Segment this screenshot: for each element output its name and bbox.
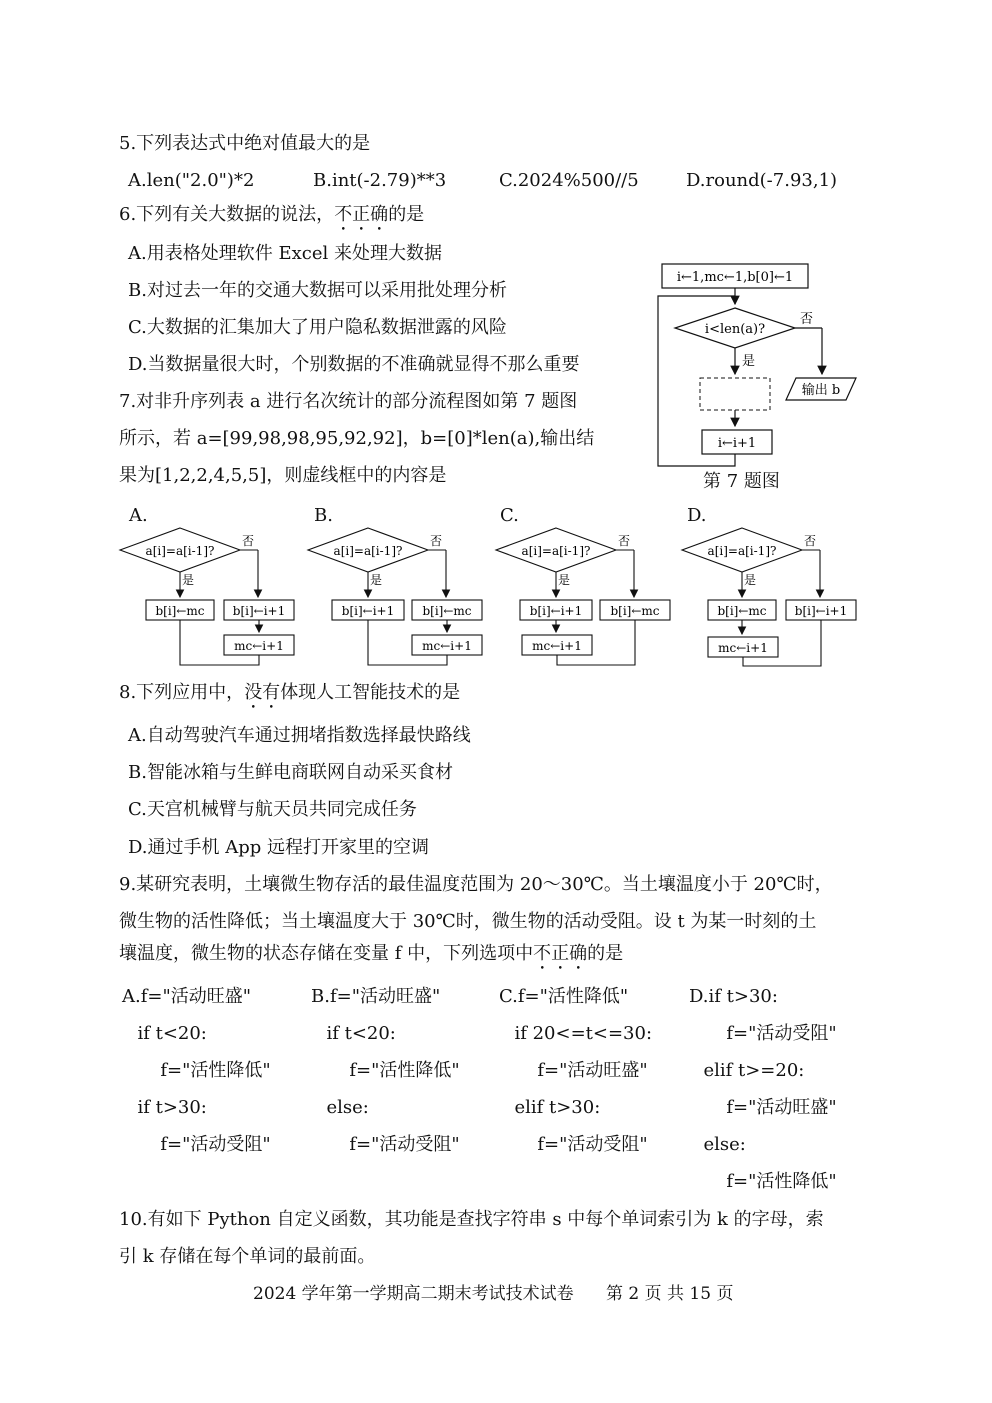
q8-option-c: C.天宫机械臂与航天员共同完成任务 bbox=[128, 799, 417, 820]
q7-figure-caption: 第 7 题图 bbox=[703, 471, 780, 492]
choice-d-bottom: mc←i+1 bbox=[718, 641, 768, 655]
q9-line-3-pre: 壤温度，微生物的状态存储在变量 f 中，下列选项中 bbox=[119, 943, 534, 964]
flow-increment-label: i←i+1 bbox=[717, 436, 757, 451]
choice-c-condition: a[i]=a[i-1]? bbox=[521, 544, 591, 558]
choice-b-yes: 是 bbox=[370, 573, 383, 587]
q7-choice-d-letter: D. bbox=[687, 505, 707, 526]
choice-d-right: b[i]←i+1 bbox=[794, 604, 848, 618]
q9-d-line: else: bbox=[692, 1134, 746, 1155]
choice-c-right: b[i]←mc bbox=[610, 604, 660, 618]
q9-a-line: if t<20: bbox=[126, 1023, 207, 1044]
choice-c-bottom: mc←i+1 bbox=[532, 639, 582, 653]
q6-stem-emphasis: 不正确 bbox=[334, 204, 389, 225]
q7-choice-c-chart bbox=[494, 525, 674, 670]
q8-stem-pre: 8.下列应用中， bbox=[119, 682, 245, 703]
flow-output-label: 输出 b bbox=[801, 383, 841, 398]
choice-a-condition: a[i]=a[i-1]? bbox=[145, 544, 215, 558]
footer-exam-title: 2024 学年第一学期高二期末考试技术试卷 bbox=[253, 1284, 574, 1304]
q6-stem bbox=[119, 204, 424, 235]
q7-line-1: 7.对非升序列表 a 进行名次统计的部分流程图如第 7 题图 bbox=[119, 391, 578, 412]
q7-line-3: 果为[1,2,2,4,5,5]，则虚线框中的内容是 bbox=[119, 465, 447, 486]
choice-c-left: b[i]←i+1 bbox=[529, 604, 583, 618]
choice-a-yes: 是 bbox=[182, 573, 195, 587]
choice-a-no: 否 bbox=[242, 534, 255, 548]
q9-b-line: B.f="活动旺盛" bbox=[311, 986, 441, 1007]
flow-yes-label: 是 bbox=[742, 354, 756, 369]
q5-option-c: C.2024%500//5 bbox=[499, 170, 639, 191]
q7-flowchart bbox=[650, 258, 870, 498]
choice-b-condition: a[i]=a[i-1]? bbox=[333, 544, 403, 558]
q6-option-b: B.对过去一年的交通大数据可以采用批处理分析 bbox=[128, 280, 507, 301]
q7-choice-c-letter: C. bbox=[500, 505, 519, 526]
q9-a-line: if t>30: bbox=[126, 1097, 207, 1118]
q7-choice-a-letter: A. bbox=[129, 505, 148, 526]
q9-line-3-post: 的是 bbox=[587, 943, 624, 964]
q9-line-2: 微生物的活性降低；当土壤温度大于 30℃时，微生物的活动受阻。设 t 为某一时刻的土 bbox=[119, 911, 817, 932]
choice-d-no: 否 bbox=[804, 534, 817, 548]
q9-b-line: f="活动受阻" bbox=[315, 1134, 460, 1155]
choice-b-bottom: mc←i+1 bbox=[422, 639, 472, 653]
q10-line-2: 引 k 存储在每个单词的最前面。 bbox=[119, 1246, 376, 1267]
q6-stem-post: 的是 bbox=[388, 204, 425, 225]
q7-choice-b-letter: B. bbox=[314, 505, 333, 526]
q5-stem: 5.下列表达式中绝对值最大的是 bbox=[119, 133, 371, 154]
flow-init-label: i←1,mc←1,b[0]←1 bbox=[676, 270, 794, 285]
q8-stem-post: 体现人工智能技术的是 bbox=[280, 682, 461, 703]
q9-a-line: A.f="活动旺盛" bbox=[122, 986, 252, 1007]
q5-option-a: A.len("2.0")*2 bbox=[128, 170, 255, 191]
q7-choice-a-chart bbox=[118, 525, 298, 670]
q9-d-line: D.if t>30: bbox=[689, 986, 778, 1007]
q9-line-3 bbox=[119, 943, 623, 974]
q9-c-line: if 20<=t<=30: bbox=[503, 1023, 653, 1044]
q8-stem-emphasis: 没有 bbox=[244, 682, 281, 703]
q7-choice-d-chart bbox=[680, 525, 860, 670]
choice-c-yes: 是 bbox=[558, 573, 571, 587]
flow-condition-label: i<len(a)? bbox=[704, 322, 766, 337]
q9-line-3-emphasis: 不正确 bbox=[533, 943, 588, 964]
choice-d-yes: 是 bbox=[744, 573, 757, 587]
q6-stem-pre: 6.下列有关大数据的说法， bbox=[119, 204, 335, 225]
q8-stem bbox=[119, 682, 460, 713]
q9-a-line: f="活性降低" bbox=[126, 1060, 271, 1081]
q5-option-d: D.round(-7.93,1) bbox=[686, 170, 838, 191]
q9-d-line: f="活动旺盛" bbox=[692, 1097, 837, 1118]
choice-d-condition: a[i]=a[i-1]? bbox=[707, 544, 777, 558]
choice-b-left: b[i]←i+1 bbox=[341, 604, 395, 618]
q9-c-line: f="活动旺盛" bbox=[503, 1060, 648, 1081]
choice-a-right: b[i]←i+1 bbox=[232, 604, 286, 618]
q9-c-line: C.f="活性降低" bbox=[499, 986, 629, 1007]
q9-line-1: 9.某研究表明，土壤微生物存活的最佳温度范围为 20～30℃。当土壤温度小于 20℃时， bbox=[119, 874, 833, 895]
q9-b-line: if t<20: bbox=[315, 1023, 396, 1044]
flow-no-label: 否 bbox=[800, 312, 814, 327]
choice-c-no: 否 bbox=[618, 534, 631, 548]
q9-d-line: elif t>=20: bbox=[692, 1060, 805, 1081]
q9-b-line: else: bbox=[315, 1097, 369, 1118]
flow-dashed-box bbox=[700, 378, 770, 410]
choice-d-left: b[i]←mc bbox=[717, 604, 767, 618]
q9-d-line: f="活性降低" bbox=[692, 1171, 837, 1192]
q8-option-d: D.通过手机 App 远程打开家里的空调 bbox=[128, 837, 429, 858]
choice-a-left: b[i]←mc bbox=[155, 604, 205, 618]
q8-option-a: A.自动驾驶汽车通过拥堵指数选择最快路线 bbox=[128, 725, 471, 746]
q6-option-a: A.用表格处理软件 Excel 来处理大数据 bbox=[128, 243, 442, 264]
q6-option-d: D.当数据量很大时，个别数据的不准确就显得不那么重要 bbox=[128, 354, 580, 375]
q10-line-1: 10.有如下 Python 自定义函数，其功能是查找字符串 s 中每个单词索引为 k 的字母，索 bbox=[119, 1209, 824, 1230]
q9-d-line: f="活动受阻" bbox=[692, 1023, 837, 1044]
q5-option-b: B.int(-2.79)**3 bbox=[313, 170, 447, 191]
q8-option-b: B.智能冰箱与生鲜电商联网自动采买食材 bbox=[128, 762, 453, 783]
footer-page-number: 第 2 页 共 15 页 bbox=[606, 1284, 734, 1304]
q7-choice-b-chart bbox=[306, 525, 486, 670]
q7-line-2: 所示，若 a=[99,98,98,95,92,92]，b=[0]*len(a),输出结 bbox=[119, 428, 595, 449]
q9-c-line: elif t>30: bbox=[503, 1097, 601, 1118]
q9-a-line: f="活动受阻" bbox=[126, 1134, 271, 1155]
q9-b-line: f="活性降低" bbox=[315, 1060, 460, 1081]
choice-a-bottom: mc←i+1 bbox=[234, 639, 284, 653]
q9-c-line: f="活动受阻" bbox=[503, 1134, 648, 1155]
choice-b-no: 否 bbox=[430, 534, 443, 548]
q6-option-c: C.大数据的汇集加大了用户隐私数据泄露的风险 bbox=[128, 317, 507, 338]
choice-b-right: b[i]←mc bbox=[422, 604, 472, 618]
